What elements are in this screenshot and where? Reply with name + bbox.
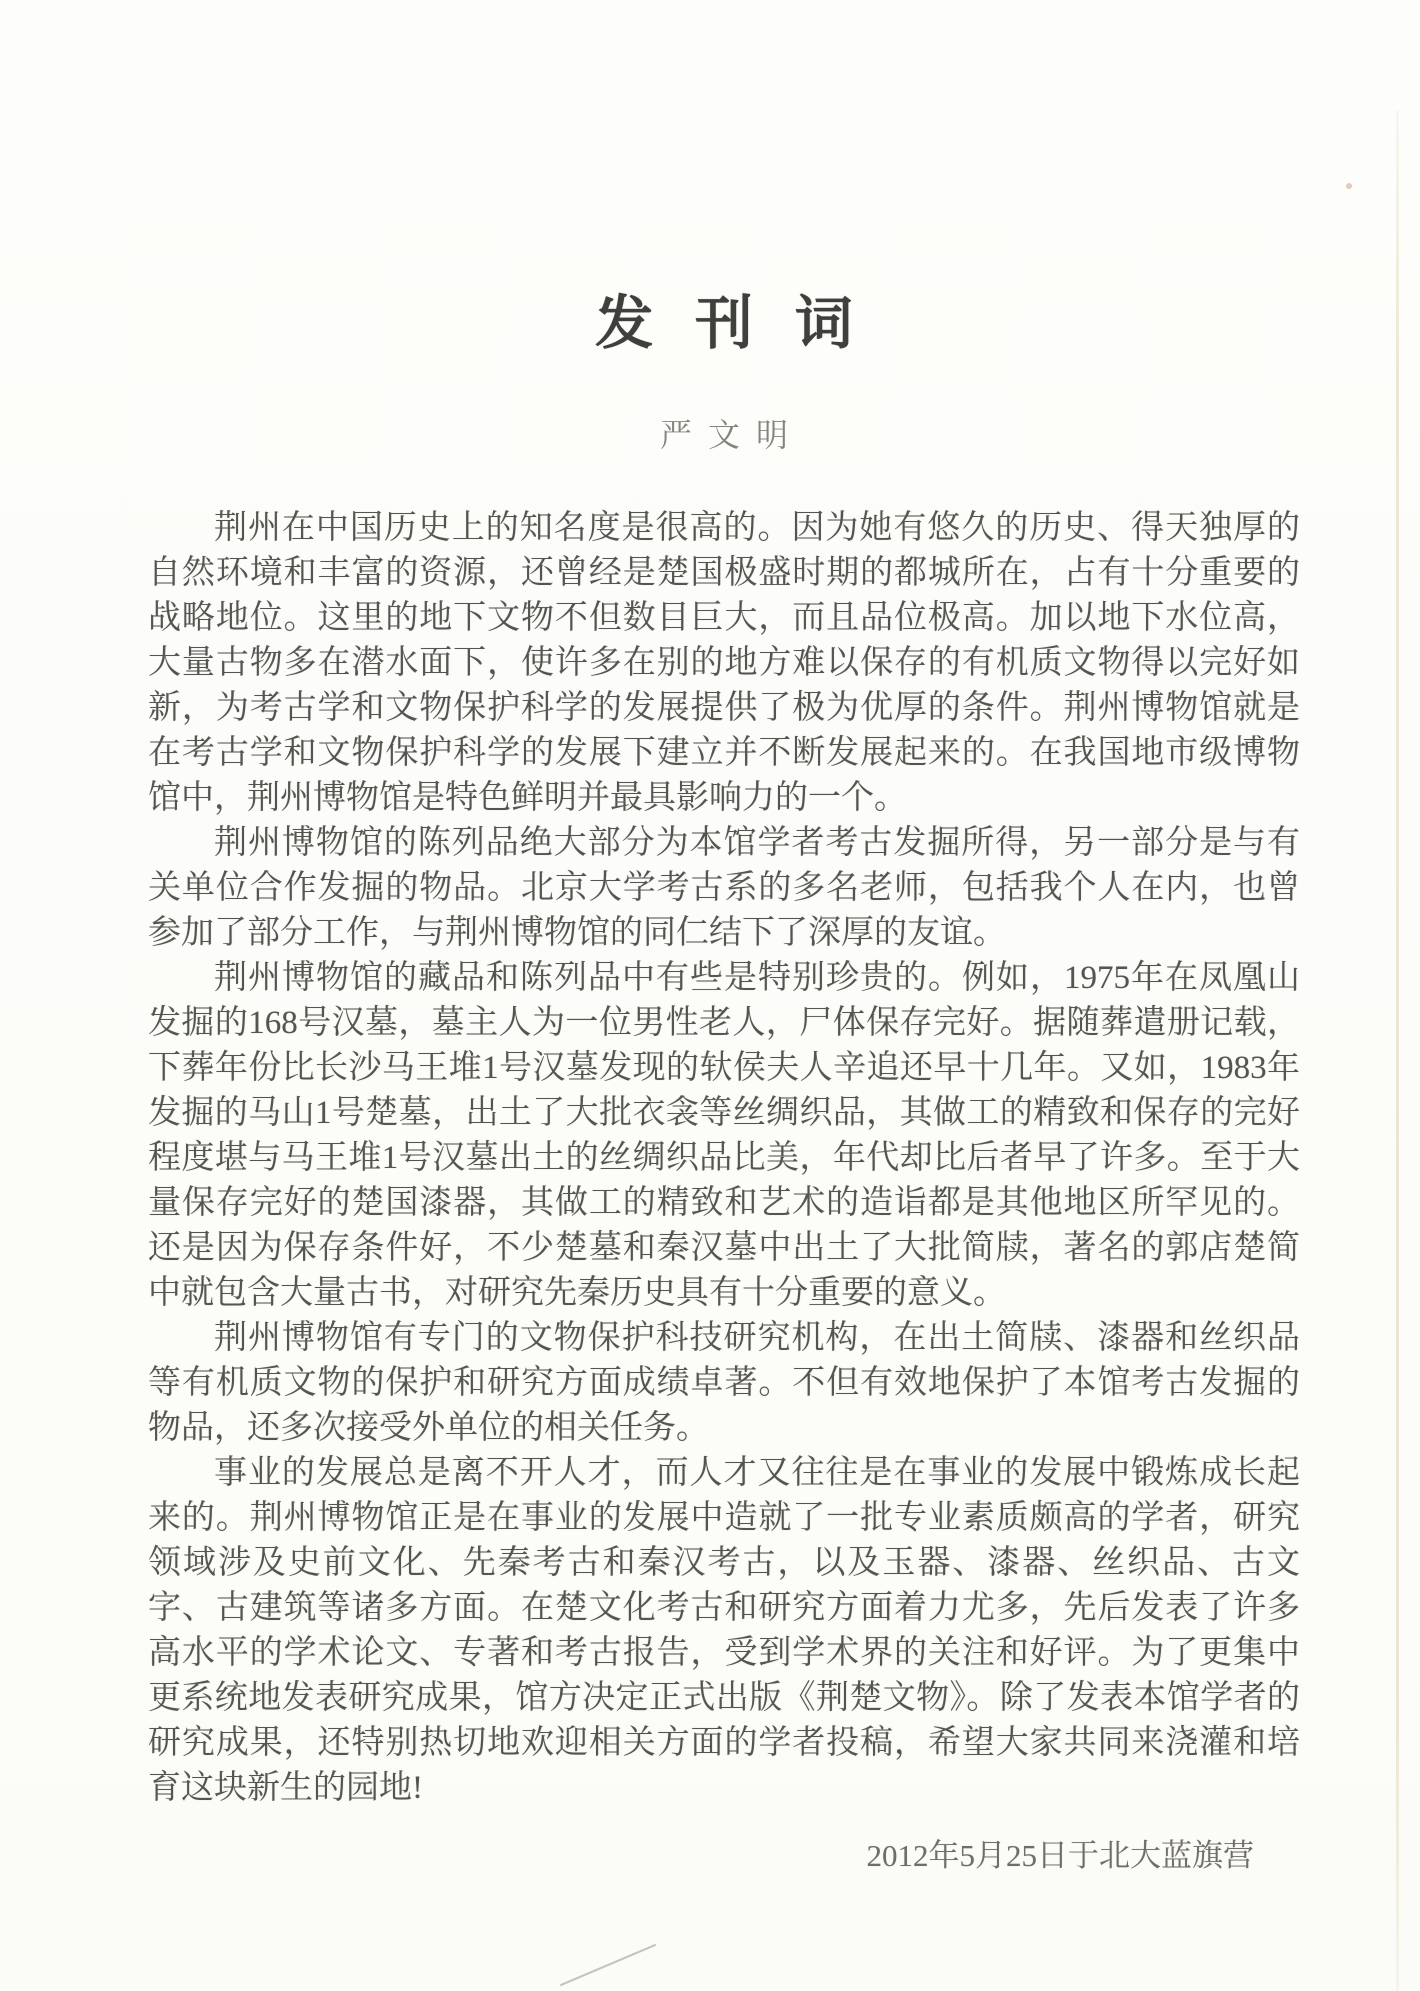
paragraph: 荆州博物馆的藏品和陈列品中有些是特别珍贵的。例如，1975年在凤凰山发掘的168号汉墓，墓主人为一位男性老人，尸体保存完好。据随葬遣册记载，下葬年份比长沙马王堆1号汉墓发现的轪侯夫人辛追还早十几年。又如，1983年发掘的马山1号楚墓，出土了大批衣衾等丝绸织品，其做工的精致和保存的完好程度堪与马王堆1号汉墓出土的丝绸织品比美，年代却比后者早了许多。至于大量保存完好的楚国漆器，其做工的精致和艺术的造诣都是其他地区所罕见的。还是因为保存条件好，不少楚墓和秦汉墓中出土了大批简牍，著名的郭店楚简中就包含大量古书，对研究先秦历史具有十分重要的意义。	[148, 960, 1300, 1311]
scan-speck	[1346, 183, 1352, 189]
paragraph: 荆州博物馆有专门的文物保护科技研究机构，在出土简牍、漆器和丝织品等有机质文物的保护和研究方面成绩卓著。不但有效地保护了本馆考古发掘的物品，还多次接受外单位的相关任务。	[148, 1320, 1300, 1446]
paragraph: 荆州博物馆的陈列品绝大部分为本馆学者考古发掘所得，另一部分是与有关单位合作发掘的物品。北京大学考古系的多名老师，包括我个人在内，也曾参加了部分工作，与荆州博物馆的同仁结下了深厚的友谊。	[148, 825, 1300, 951]
foreword-body	[148, 506, 1300, 1811]
scan-scratch	[560, 1944, 657, 1986]
page-edge-shadow	[1396, 110, 1399, 1991]
dateline: 2012年5月25日于北大蓝旗营	[866, 1838, 1254, 1873]
paragraph: 荆州在中国历史上的知名度是很高的。因为她有悠久的历史、得天独厚的自然环境和丰富的资源，还曾经是楚国极盛时期的都城所在，占有十分重要的战略地位。这里的地下文物不但数目巨大，而且品位极高。加以地下水位高，大量古物多在潜水面下，使许多在别的地方难以保存的有机质文物得以完好如新，为考古学和文物保护科学的发展提供了极为优厚的条件。荆州博物馆就是在考古学和文物保护科学的发展下建立并不断发展起来的。在我国地市级博物馆中，荆州博物馆是特色鲜明并最具影响力的一个。	[148, 510, 1300, 816]
page-title: 发刊词	[595, 291, 895, 356]
author-name: 严文明	[659, 417, 804, 453]
paragraph: 事业的发展总是离不开人才，而人才又往往是在事业的发展中锻炼成长起来的。荆州博物馆正是在事业的发展中造就了一批专业素质颇高的学者，研究领域涉及史前文化、先秦考古和秦汉考古，以及玉器、漆器、丝织品、古文字、古建筑等诸多方面。在楚文化考古和研究方面着力尤多，先后发表了许多高水平的学术论文、专著和考古报告，受到学术界的关注和好评。为了更集中更系统地发表研究成果，馆方决定正式出版《荆楚文物》。除了发表本馆学者的研究成果，还特别热切地欢迎相关方面的学者投稿，希望大家共同来浇灌和培育这块新生的园地!	[148, 1455, 1300, 1806]
